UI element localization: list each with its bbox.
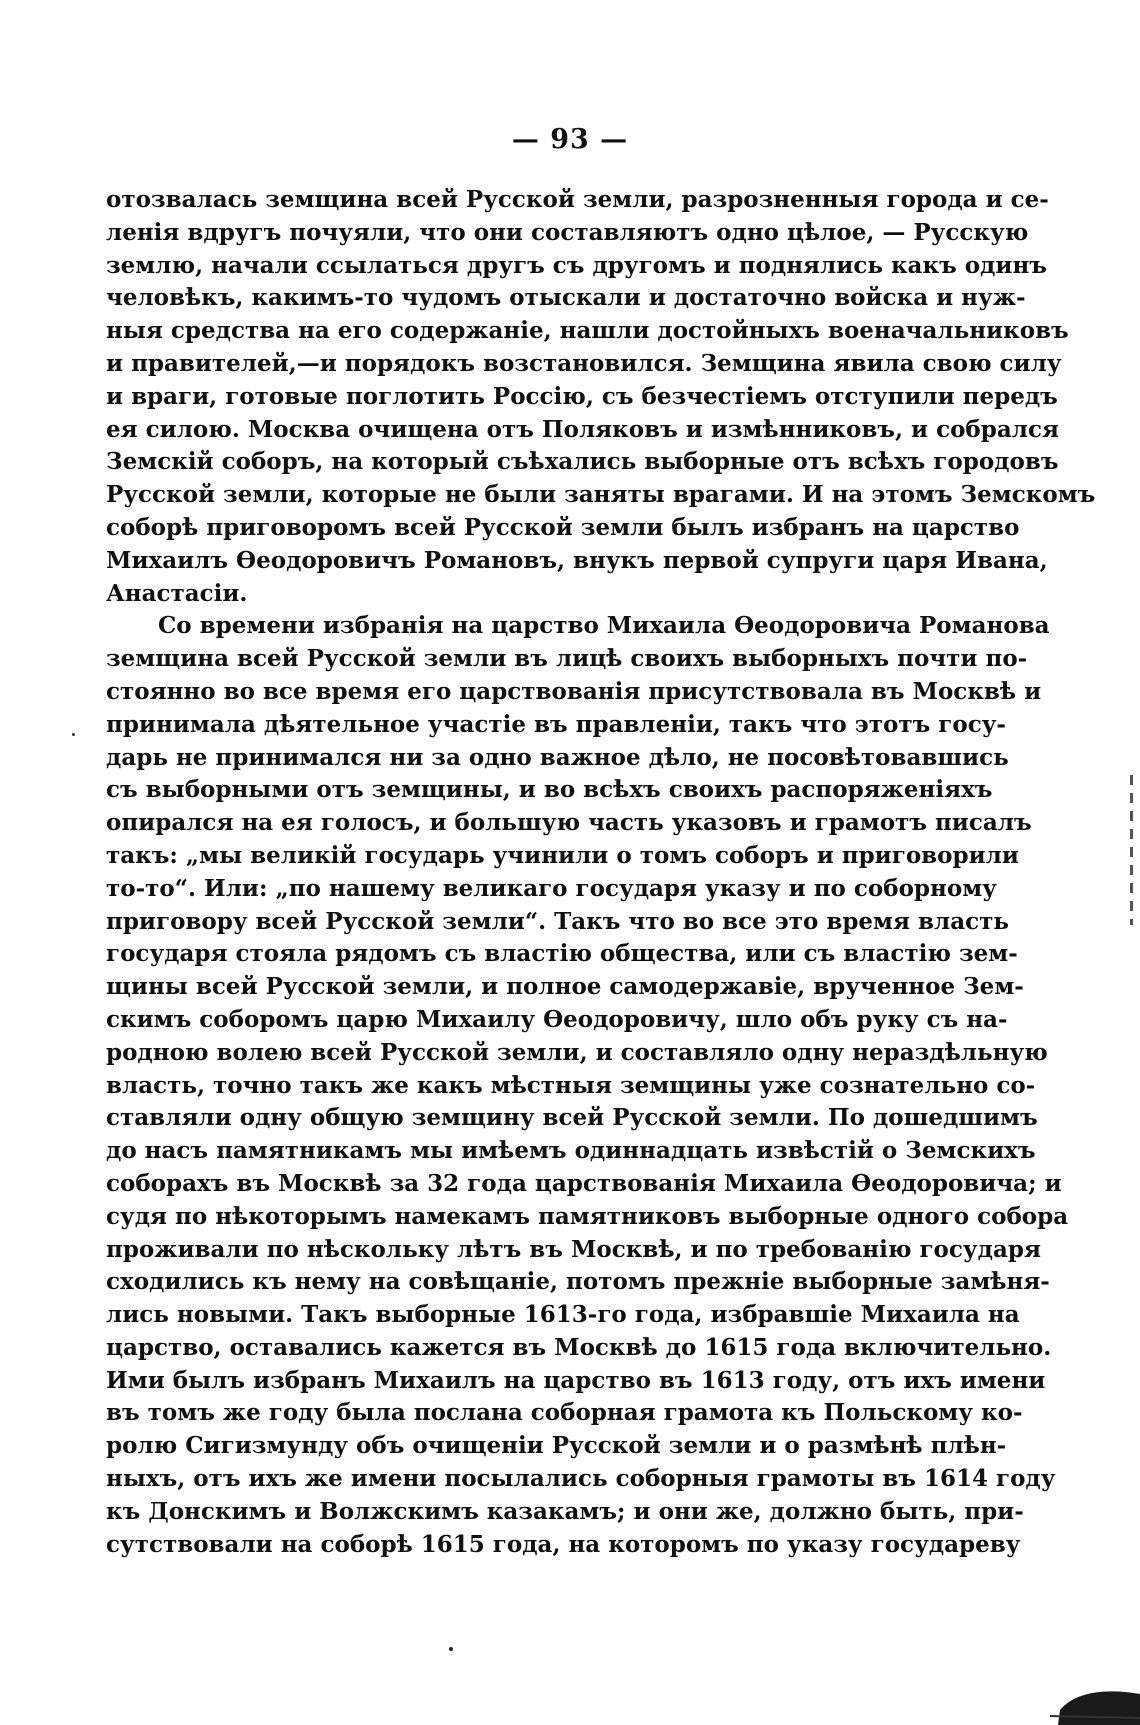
text-line: и правителей,—и порядокъ возстановился. Земщина явила свою силу (106, 349, 1062, 377)
text-line: соборахъ въ Москвѣ за 32 года царствованія Михаила Өеодоровича; и (106, 1169, 1062, 1197)
text-line: соборѣ приговоромъ всей Русской земли былъ избранъ на царство (106, 513, 1020, 541)
paragraph-end-line: Анастасіи. (106, 579, 248, 607)
text-line: ленія вдругъ почуяли, что они составляютъ одно цѣлое, — Русскую (106, 218, 1029, 246)
text-line: лись новыми. Такъ выборные 1613-го года, избравшіе Михаила на (106, 1301, 1020, 1329)
page-number: — 93 — (511, 124, 629, 155)
text-line: дарь не принимался ни за одно важное дѣло, не посовѣтовавшись (106, 743, 1009, 771)
text-line: ныя средства на его содержаніе, нашли достойныхъ военачальниковъ (106, 317, 1069, 345)
text-line: къ Донскимъ и Волжскимъ казакамъ; и они же, должно быть, при- (106, 1497, 1024, 1525)
text-line: ея силою. Москва очищена отъ Поляковъ и измѣнниковъ, и собрался (106, 415, 1059, 443)
text-line: ныхъ, отъ ихъ же имени посылались соборныя грамоты въ 1614 году (106, 1465, 1056, 1493)
text-line: Михаилъ Өеодоровичъ Романовъ, внукъ первой супруги царя Ивана, (106, 546, 1048, 574)
text-line: ставляли одну общую земщину всей Русской земли. По дошедшимъ (106, 1104, 1038, 1132)
text-line: опирался на ея голосъ, и большую часть указовъ и грамотъ писалъ (106, 809, 1032, 837)
body-text (106, 184, 1096, 1561)
text-line: землю, начали ссылаться другъ съ другомъ и поднялись какъ одинъ (106, 251, 1047, 279)
text-line: такъ: „мы великій государь учинили о томъ соборъ и приговорили (106, 841, 1019, 869)
text-line: человѣкъ, какимъ-то чудомъ отыскали и достаточно войска и нуж- (106, 284, 1026, 312)
text-line: Русской земли, которые не были заняты врагами. И на этомъ Земскомъ (106, 481, 1096, 509)
text-line: сходились къ нему на совѣщаніе, потомъ прежніе выборные замѣня- (106, 1268, 1050, 1296)
text-line: и враги, готовые поглотить Россію, съ безчестіемъ отступили передъ (106, 382, 1058, 410)
text-line: отозвалась земщина всей Русской земли, разрозненныя города и се- (106, 186, 1049, 213)
text-line: съ выборными отъ земщины, и во всѣхъ своихъ распоряженіяхъ (106, 776, 993, 804)
text-line: государя стояла рядомъ съ властію общества, или съ властію зем- (106, 940, 1018, 968)
corner-smudge (1050, 1680, 1140, 1725)
text-line: сутствовали на соборѣ 1615 года, на которомъ по указу государеву (106, 1530, 1021, 1558)
text-line: скимъ соборомъ царю Михаилу Өеодоровичу, шло объ руку съ на- (106, 1005, 1008, 1033)
text-line: проживали по нѣскольку лѣтъ въ Москвѣ, и по требованію государя (106, 1235, 1041, 1263)
text-line: до насъ памятникамъ мы имѣемъ одиннадцать извѣстій о Земскихъ (106, 1137, 1036, 1165)
text-line: щины всей Русской земли, и полное самодержавіе, врученное Зем- (106, 973, 1024, 1001)
text-line: принимала дѣятельное участіе въ правленіи, такъ что этотъ госу- (106, 710, 1006, 738)
bottom-speck (449, 1647, 453, 1651)
margin-speck (72, 733, 75, 736)
text-line: Земскій соборъ, на который съѣхались выборные отъ всѣхъ городовъ (106, 448, 1059, 476)
text-line: царство, оставались кажется въ Москвѣ до 1615 года включительно. (106, 1333, 1052, 1361)
paragraph-start-line: Со времени избранія на царство Михаила Өеодоровича Романова (158, 612, 1050, 640)
text-line: власть, точно такъ же какъ мѣстныя земщины уже сознательно со- (106, 1071, 1036, 1099)
text-line: то-то“. Или: „по нашему великаго государя указу и по соборному (106, 874, 997, 902)
text-line: Ими былъ избранъ Михаилъ на царство въ 1613 году, отъ ихъ имени (106, 1366, 1046, 1394)
text-line: ролю Сигизмунду объ очищеніи Русской земли и о размѣнѣ плѣн- (106, 1432, 1007, 1460)
text-line: земщина всей Русской земли въ лицѣ своихъ выборныхъ почти по- (106, 645, 1028, 673)
text-line: родною волею всей Русской земли, и составляло одну нераздѣльную (106, 1038, 1048, 1066)
text-line: судя по нѣкоторымъ намекамъ памятниковъ выборные одного собора (106, 1202, 1069, 1230)
text-line: стоянно во все время его царствованія присутствовала въ Москвѣ и (106, 677, 1042, 705)
page-edge-mark (1130, 775, 1133, 925)
text-line: приговору всей Русской земли“. Такъ что во все это время власть (106, 907, 1009, 935)
text-line: въ томъ же году была послана соборная грамота къ Польскому ко- (106, 1399, 1023, 1427)
